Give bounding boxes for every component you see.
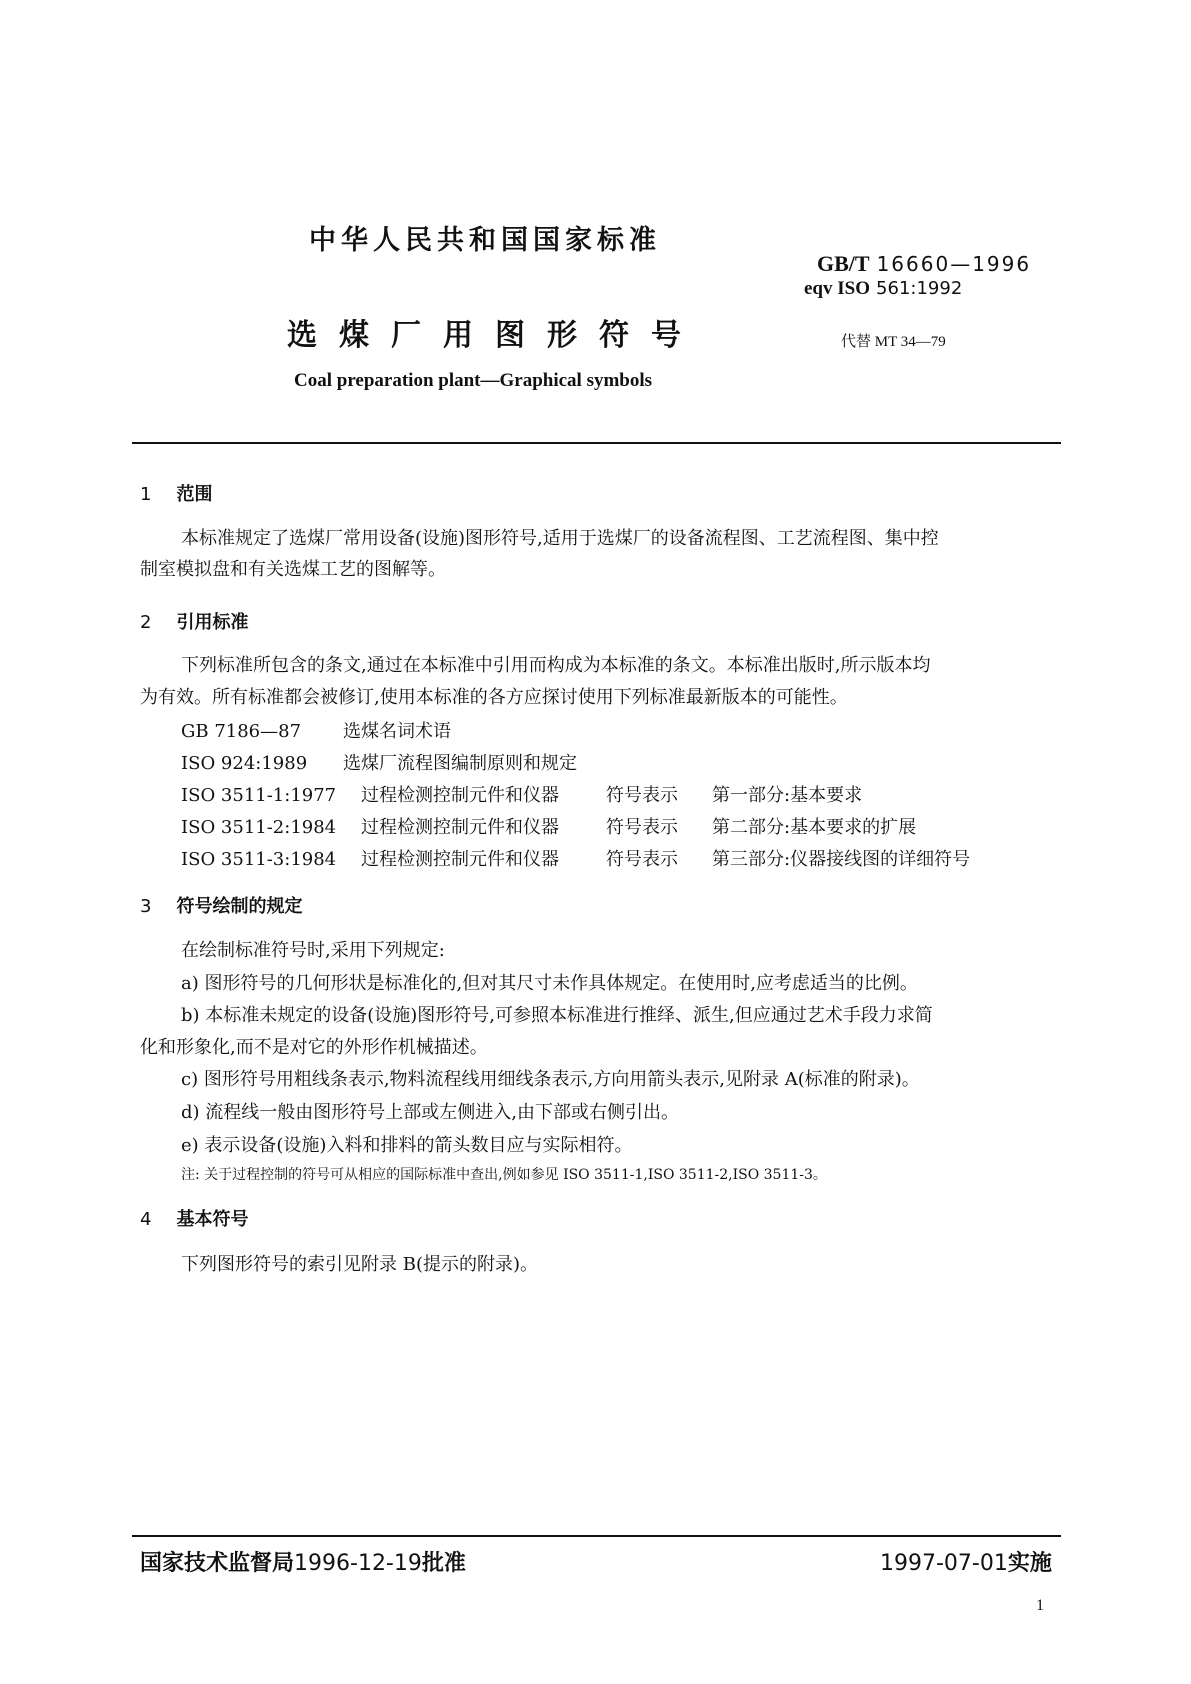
- document-title-english: Coal preparation plant—Graphical symbols: [294, 370, 653, 391]
- reference-title: 过程检测控制元件和仪器: [361, 785, 559, 806]
- rule-item-c: c) 图形符号用粗线条表示,物料流程线用细线条表示,方向用箭头表示,见附录 A(标准的附录)。: [181, 1069, 920, 1090]
- reference-subtitle: 符号表示: [606, 817, 678, 838]
- standard-number: [817, 252, 1031, 276]
- reference-subtitle: 符号表示: [606, 785, 678, 806]
- section-title: 基本符号: [176, 1209, 249, 1230]
- reference-part: 第二部分:基本要求的扩展: [712, 817, 917, 838]
- reference-title: 过程检测控制元件和仪器: [361, 817, 559, 838]
- rule-item-a: a) 图形符号的几何形状是标准化的,但对其尺寸未作具体规定。在使用时,应考虑适当的比例。: [181, 973, 918, 994]
- reference-entry: [181, 813, 916, 839]
- section-4-heading: [140, 1205, 249, 1231]
- page-number: 1: [1036, 1597, 1044, 1614]
- reference-part: 第三部分:仪器接线图的详细符号: [712, 849, 971, 870]
- implementation-suffix: 实施: [1007, 1551, 1052, 1576]
- implementation-date: 1997-07-01: [880, 1551, 1008, 1576]
- equivalent-standard: [804, 277, 962, 300]
- reference-entry: [181, 717, 451, 743]
- section-number: 4: [140, 1209, 152, 1230]
- section-3-note: 注: 关于过程控制的符号可从相应的国际标准中查出,例如参见 ISO 3511-1,ISO 3511-2,ISO 3511-3。: [181, 1167, 827, 1183]
- reference-code: ISO 924:1989: [181, 753, 308, 774]
- reference-part: 第一部分:基本要求: [712, 785, 863, 806]
- reference-code: ISO 3511-1:1977: [181, 785, 337, 806]
- reference-code: ISO 3511-2:1984: [181, 817, 337, 838]
- rule-item-b-line2: 化和形象化,而不是对它的外形作机械描述。: [140, 1037, 488, 1058]
- rule-item-e: e) 表示设备(设施)入料和排料的箭头数目应与实际相符。: [181, 1135, 633, 1156]
- document-title: 选煤厂用图形符号: [287, 318, 703, 353]
- approval-suffix: 批准: [421, 1551, 466, 1576]
- section-number: 2: [140, 612, 152, 633]
- national-standard-title: 中华人民共和国国家标准: [309, 225, 661, 256]
- section-3-intro: 在绘制标准符号时,采用下列规定:: [181, 940, 445, 961]
- standard-year-number: 16660—1996: [876, 252, 1032, 276]
- rule-item-d: d) 流程线一般由图形符号上部或左侧进入,由下部或右侧引出。: [181, 1102, 679, 1123]
- implementation-line: [880, 1546, 1052, 1577]
- reference-code: GB 7186—87: [181, 721, 302, 742]
- reference-entry: [181, 749, 577, 775]
- section-2-para-line1: 下列标准所包含的条文,通过在本标准中引用而构成为本标准的条文。本标准出版时,所示版本均: [181, 655, 931, 676]
- section-1-heading: [140, 480, 213, 506]
- header-rule: [132, 442, 1061, 444]
- section-2-para-line2: 为有效。所有标准都会被修订,使用本标准的各方应探讨使用下列标准最新版本的可能性。: [140, 687, 848, 708]
- reference-subtitle: 符号表示: [606, 849, 678, 870]
- section-4-para: 下列图形符号的索引见附录 B(提示的附录)。: [181, 1254, 538, 1275]
- approval-date: 1996-12-19: [294, 1551, 422, 1576]
- rule-item-b-line1: b) 本标准未规定的设备(设施)图形符号,可参照本标准进行推绎、派生,但应通过艺术手段力求简: [181, 1005, 933, 1026]
- section-title: 范围: [176, 484, 213, 505]
- section-title: 引用标准: [176, 612, 249, 633]
- standard-code: GB/T: [817, 251, 870, 276]
- reference-title: 过程检测控制元件和仪器: [361, 849, 559, 870]
- eqv-number: 561:1992: [876, 278, 963, 299]
- section-1-para-line1: 本标准规定了选煤厂常用设备(设施)图形符号,适用于选煤厂的设备流程图、工艺流程图、集中控: [181, 528, 939, 549]
- reference-entry: [181, 781, 862, 807]
- section-1-para-line2: 制室模拟盘和有关选煤工艺的图解等。: [140, 559, 446, 580]
- section-number: 1: [140, 484, 152, 505]
- section-2-heading: [140, 608, 249, 634]
- replaces-standard: 代替 MT 34—79: [841, 334, 946, 350]
- footer-rule: [132, 1535, 1061, 1537]
- approval-line: [140, 1546, 466, 1577]
- approving-authority: 国家技术监督局: [140, 1551, 295, 1576]
- section-title: 符号绘制的规定: [176, 896, 303, 917]
- section-number: 3: [140, 896, 152, 917]
- section-3-heading: [140, 892, 303, 918]
- reference-code: ISO 3511-3:1984: [181, 849, 337, 870]
- reference-title: 选煤厂流程图编制原则和规定: [343, 753, 577, 774]
- reference-entry: [181, 845, 970, 871]
- eqv-prefix: eqv ISO: [804, 278, 870, 299]
- reference-title: 选煤名词术语: [343, 721, 451, 742]
